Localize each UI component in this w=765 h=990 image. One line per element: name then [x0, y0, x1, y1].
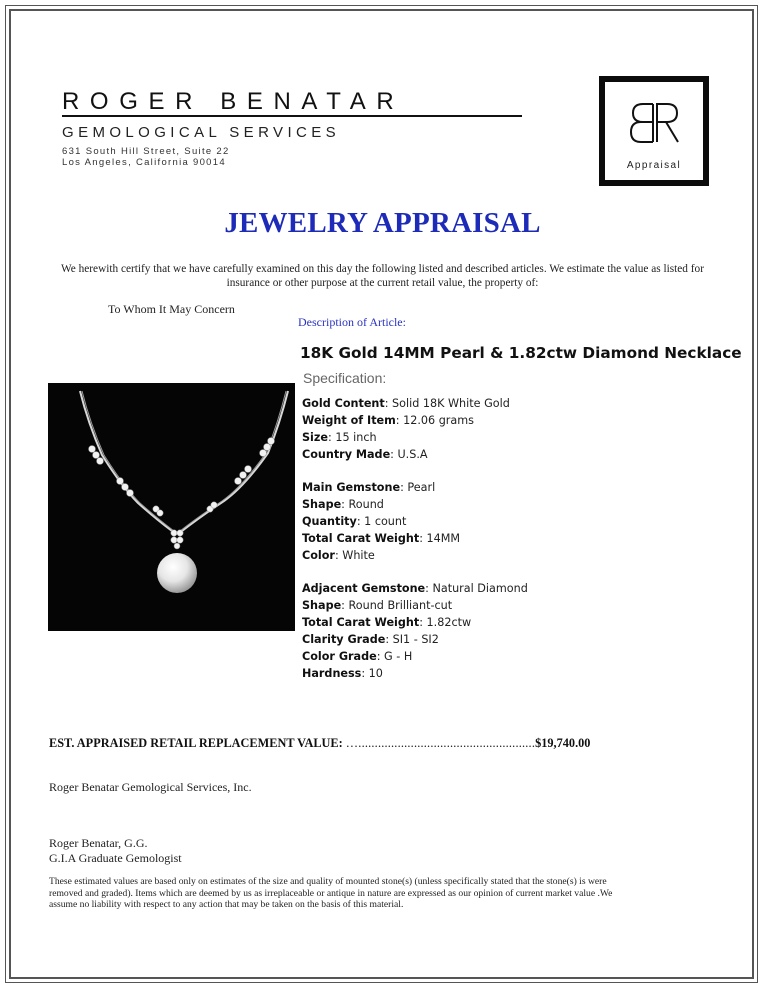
spec-row: [302, 616, 471, 629]
spec-row: [302, 397, 510, 410]
company-subtitle: GEMOLOGICAL SERVICES: [62, 124, 341, 141]
spec-separator: :: [419, 616, 427, 629]
description-label: Description of Article:: [298, 315, 406, 329]
spec-separator: :: [425, 582, 433, 595]
br-monogram-icon: [627, 98, 683, 148]
spec-separator: :: [341, 599, 349, 612]
spec-key: Adjacent Gemstone: [302, 582, 426, 595]
logo-caption: Appraisal: [626, 160, 682, 171]
company-name-rule: [62, 115, 522, 117]
spec-value: 10: [368, 667, 383, 680]
spec-value: U.S.A: [397, 448, 428, 461]
appraisal-logo: [599, 76, 709, 186]
spec-row: [302, 414, 474, 427]
spec-value: Round Brilliant-cut: [348, 599, 453, 612]
spec-value: Natural Diamond: [432, 582, 528, 595]
spec-row: [302, 650, 412, 663]
address-line-1: 631 South Hill Street, Suite 22: [62, 146, 230, 157]
spec-row: [302, 667, 383, 680]
spec-separator: :: [328, 431, 336, 444]
spec-row: [302, 532, 460, 545]
spec-key: Total Carat Weight: [302, 616, 420, 629]
spec-key: Shape: [302, 599, 342, 612]
spec-separator: :: [334, 549, 343, 562]
spec-value: 12.06 grams: [403, 414, 474, 427]
article-title: 18K Gold 14MM Pearl & 1.82ctw Diamond Necklace: [300, 344, 742, 362]
appraiser-title: G.I.A Graduate Gemologist: [49, 851, 182, 865]
spec-row: [302, 498, 384, 511]
spec-separator: :: [390, 448, 398, 461]
appraised-value-line: [49, 736, 590, 751]
pearl-necklace-image: [48, 383, 295, 631]
appraised-value-label: EST. APPRAISED RETAIL REPLACEMENT VALUE:: [49, 736, 343, 750]
company-name: ROGER BENATAR: [62, 88, 405, 115]
spec-row: [302, 599, 452, 612]
spec-value: 1 count: [364, 515, 407, 528]
spec-value: G - H: [384, 650, 413, 663]
appraised-value-amount: $19,740.00: [535, 736, 591, 750]
spec-key: Main Gemstone: [302, 481, 401, 494]
spec-value: Round: [348, 498, 384, 511]
company-full-name: Roger Benatar Gemological Services, Inc.: [49, 780, 252, 794]
recipient: To Whom It May Concern: [108, 302, 235, 316]
specification-label: Specification:: [303, 370, 387, 386]
spec-value: Pearl: [407, 481, 436, 494]
spec-row: [302, 515, 406, 528]
spec-key: Gold Content: [302, 397, 385, 410]
document-title: JEWELRY APPRAISAL: [224, 207, 541, 239]
spec-row: [302, 582, 528, 595]
necklace-photo: [48, 383, 295, 631]
spec-separator: :: [385, 633, 393, 646]
spec-value: 1.82ctw: [426, 616, 472, 629]
spec-separator: :: [361, 667, 369, 680]
spec-row: [302, 431, 377, 444]
spec-value: SI1 - SI2: [392, 633, 439, 646]
spec-value: Solid 18K White Gold: [392, 397, 510, 410]
spec-key: Shape: [302, 498, 342, 511]
appraiser-name: Roger Benatar, G.G.: [49, 836, 148, 850]
spec-key: Hardness: [302, 667, 362, 680]
spec-key: Weight of Item: [302, 414, 396, 427]
spec-value: 14MM: [426, 532, 461, 545]
spec-row: [302, 549, 375, 562]
spec-separator: :: [395, 414, 404, 427]
spec-value: White: [342, 549, 375, 562]
spec-key: Country Made: [302, 448, 391, 461]
certification-text: We herewith certify that we have carefully examined on this day the following listed and described articles. We estimate the value as listed for insurance or other purpose at the current retail value, the property of:: [61, 263, 704, 289]
spec-key: Color Grade: [302, 650, 377, 663]
disclaimer: These estimated values are based only on estimates of the size and quality of mounted stone(s) (unless specifically stated that the stone(s) is were removed and graded). Items which are deemed by us as irreplaceable or antique in nature are expressed as our opinion of current market value .We assume no liability with respect to any action that may be taken on the basis of this material.: [49, 876, 613, 911]
spec-row: [302, 481, 435, 494]
spec-key: Size: [302, 431, 328, 444]
spec-row: [302, 633, 439, 646]
spec-key: Total Carat Weight: [302, 532, 420, 545]
spec-separator: :: [376, 650, 385, 663]
spec-key: Clarity Grade: [302, 633, 386, 646]
spec-key: Quantity: [302, 515, 357, 528]
spec-separator: :: [341, 498, 349, 511]
spec-row: [302, 448, 428, 461]
address-line-2: Los Angeles, California 90014: [62, 157, 226, 168]
spec-separator: :: [356, 515, 365, 528]
spec-separator: :: [419, 532, 427, 545]
spec-separator: :: [400, 481, 408, 494]
appraised-value-leader: …......................................................: [345, 736, 536, 750]
spec-value: 15 inch: [335, 431, 377, 444]
spec-key: Color: [302, 549, 335, 562]
spec-separator: :: [384, 397, 393, 410]
